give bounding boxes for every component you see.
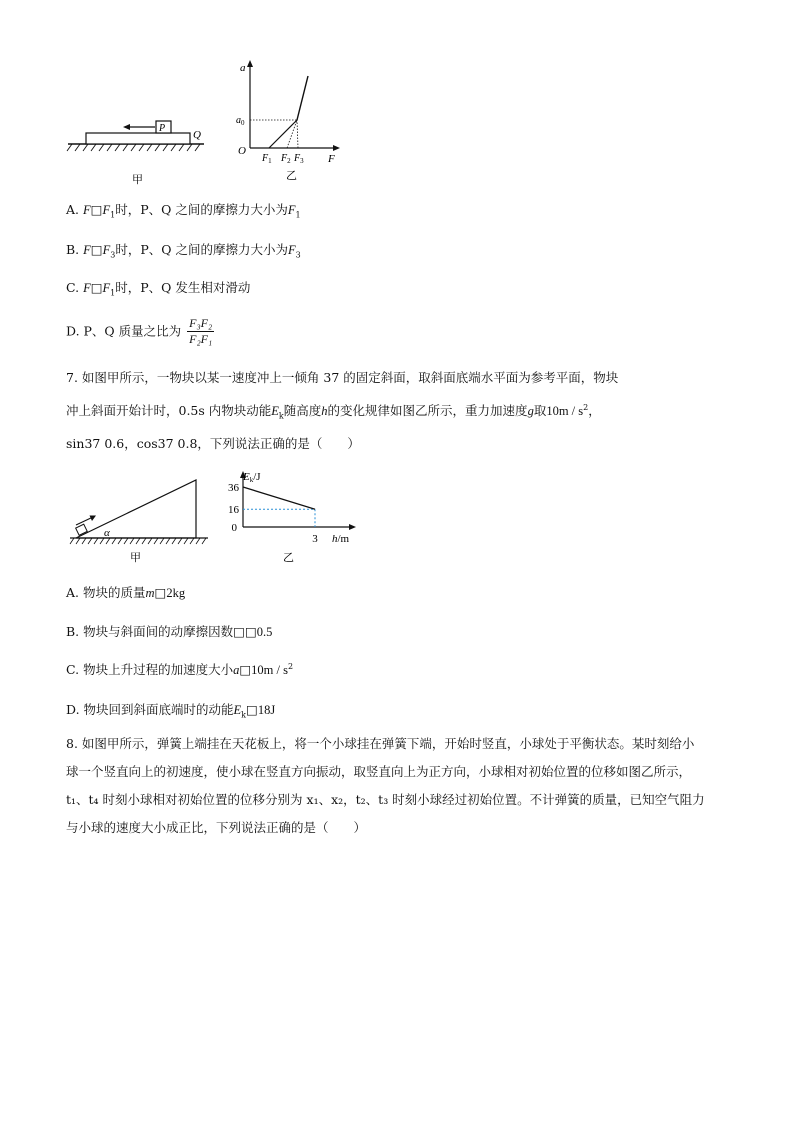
label-alpha: α — [104, 527, 110, 539]
q6-option-b[interactable]: B. $F□F_3$时，P、Q 之间的摩擦力大小为$F_3$ — [66, 242, 301, 260]
q7-option-b[interactable]: B. 物块与斜面间的动摩擦因数□□0.5 — [66, 624, 273, 639]
caption-jia: 甲 — [132, 174, 143, 185]
missing-glyph: □□ — [233, 624, 257, 639]
tick-y-0: 0 — [231, 522, 237, 534]
q7-line-2: 冲上斜面开始计时，0.5s 内物块动能$E_k$随高度h的变化规律如图乙所示，重力加速度g取$10m / s^2$， — [66, 402, 601, 421]
q8-stem: 8. 如图甲所示，弹簧上端挂在天花板上，将一个小球挂在弹簧下端，开始时竖直，小球处于平衡状态。某时刻给小球一个竖直向上的初速度，使小球在竖直方向振动，取竖直向上为正方向，小球相对初始位置的位移如图乙所示，t₁、t₄ 时刻小球相对初始位置的位移分别为 x₁、x₂，t₂、t₃ 时刻小球经过初始位置。不计弹簧的质量，已知空气阻力与小球的速度大小成正比，下列说法正确的是（ ） — [66, 736, 705, 835]
x-label: h/m — [332, 533, 350, 545]
label-f: F — [328, 153, 335, 165]
caption-yi: 乙 — [283, 552, 294, 564]
ground-hatching — [70, 538, 206, 544]
missing-glyph: □ — [90, 242, 103, 257]
q6-option-a[interactable]: A. $F□F_1$时，P、Q 之间的摩擦力大小为$F_1$ — [66, 202, 301, 220]
label-origin: O — [238, 145, 246, 157]
label-a: a — [240, 62, 246, 74]
line-steep — [297, 76, 308, 120]
velocity-arrow — [76, 517, 93, 525]
missing-glyph: □ — [246, 702, 258, 717]
missing-glyph: □ — [90, 280, 103, 295]
q6-option-c[interactable]: C. $F□F_1$时，P、Q 发生相对滑动 — [66, 280, 251, 298]
figure-7-yi — [220, 467, 370, 565]
q7-line-1: 7. 如图甲所示，一物块以某一速度冲上一倾角 37 的固定斜面，取斜面底端水平面为参考平面，物块 — [66, 370, 619, 385]
tick-x-3: 3 — [312, 533, 318, 545]
incline — [76, 480, 196, 538]
ground-hatching — [67, 144, 200, 151]
label-q: Q — [193, 129, 201, 141]
label-f2: $F_2$ — [281, 153, 291, 165]
figure-6-jia — [66, 110, 216, 185]
figure-7-jia — [66, 475, 216, 565]
x-axis-arrow — [349, 524, 356, 530]
label-a0: $a_0$ — [236, 115, 245, 127]
label-f3: $F_3$ — [294, 153, 304, 165]
force-arrow-head — [123, 124, 130, 130]
y-label: Ek/J — [243, 471, 261, 484]
missing-glyph: □ — [239, 662, 252, 677]
q7-option-a[interactable]: A. 物块的质量m□2kg — [66, 585, 186, 600]
tick-y-36: 36 — [228, 482, 239, 494]
q7-line-3: sin37 0.6，cos37 0.8，下列说法正确的是（ ） — [66, 436, 360, 451]
missing-glyph: □ — [154, 585, 167, 600]
label-p: P — [159, 123, 166, 134]
dashed-f3 — [297, 120, 298, 148]
q7-option-c[interactable]: C. 物块上升过程的加速度大小a□10m / $s^2$ — [66, 661, 294, 677]
ratio-fraction: $\frac{\text{F₃F₂}}{\text{F₂F₁}}$ — [189, 316, 213, 346]
missing-glyph: □ — [90, 202, 103, 217]
x-axis-arrow — [333, 145, 340, 151]
board-q — [86, 133, 190, 144]
label-f1: $F_1$ — [262, 153, 272, 165]
figure-6-yi — [232, 58, 352, 183]
y-axis-arrow — [247, 60, 253, 67]
caption-yi: 乙 — [286, 170, 297, 182]
line-p — [269, 120, 297, 148]
caption-jia: 甲 — [130, 552, 141, 564]
q6-option-d[interactable]: D. P、Q 质量之比为 $\frac{\text{F₃F₂}}{\text{F₂F₁}}$ — [66, 316, 213, 346]
q7-option-d[interactable]: D. 物块回到斜面底端时的动能$E_k□18J$ — [66, 702, 276, 720]
series-line — [243, 487, 315, 509]
tick-y-16: 16 — [228, 504, 239, 517]
